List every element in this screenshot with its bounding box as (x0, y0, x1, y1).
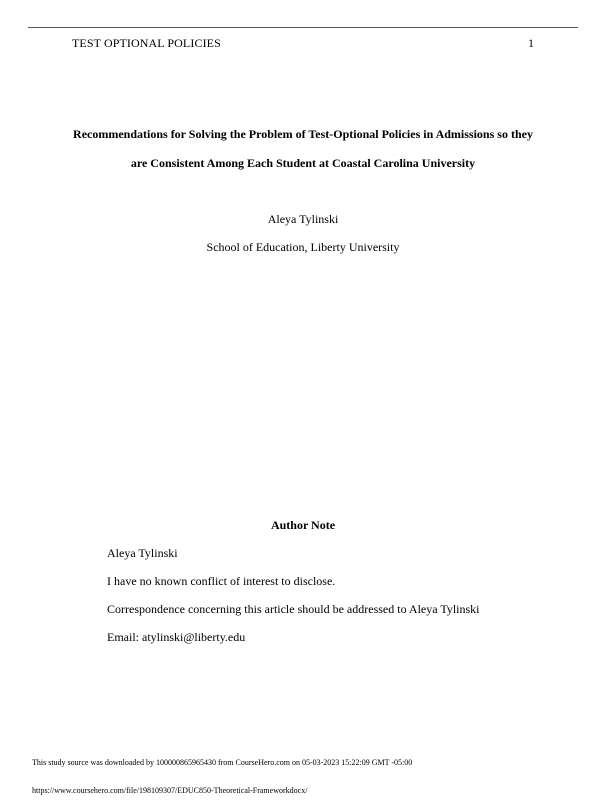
paper-title-line-2: are Consistent Among Each Student at Coastal Carolina University (130, 156, 476, 170)
header-rule (28, 27, 578, 28)
paper-title-line-1: Recommendations for Solving the Problem of Test-Optional Policies in Admissions so they (73, 127, 533, 141)
download-source-notice: This study source was downloaded by 100000865965430 from CourseHero.com on 05-03-2023 15:22:09 GMT -05:00 (32, 758, 413, 767)
author-note-correspondence: Correspondence concerning this article should be addressed to Aleya Tylinski (107, 602, 480, 616)
author-note-conflict: I have no known conflict of interest to disclose. (107, 574, 336, 588)
author-affiliation: School of Education, Liberty University (206, 240, 400, 254)
author-note-name: Aleya Tylinski (107, 546, 178, 560)
running-head: TEST OPTIONAL POLICIES (72, 36, 221, 50)
source-url[interactable]: https://www.coursehero.com/file/198109307/EDUC850-Theoretical-Frameworkdocx/ (32, 786, 308, 795)
author-note-email: Email: atylinski@liberty.edu (107, 630, 246, 644)
page-number: 1 (528, 36, 534, 50)
author-note-heading: Author Note (270, 518, 336, 532)
author-name: Aleya Tylinski (267, 212, 339, 226)
